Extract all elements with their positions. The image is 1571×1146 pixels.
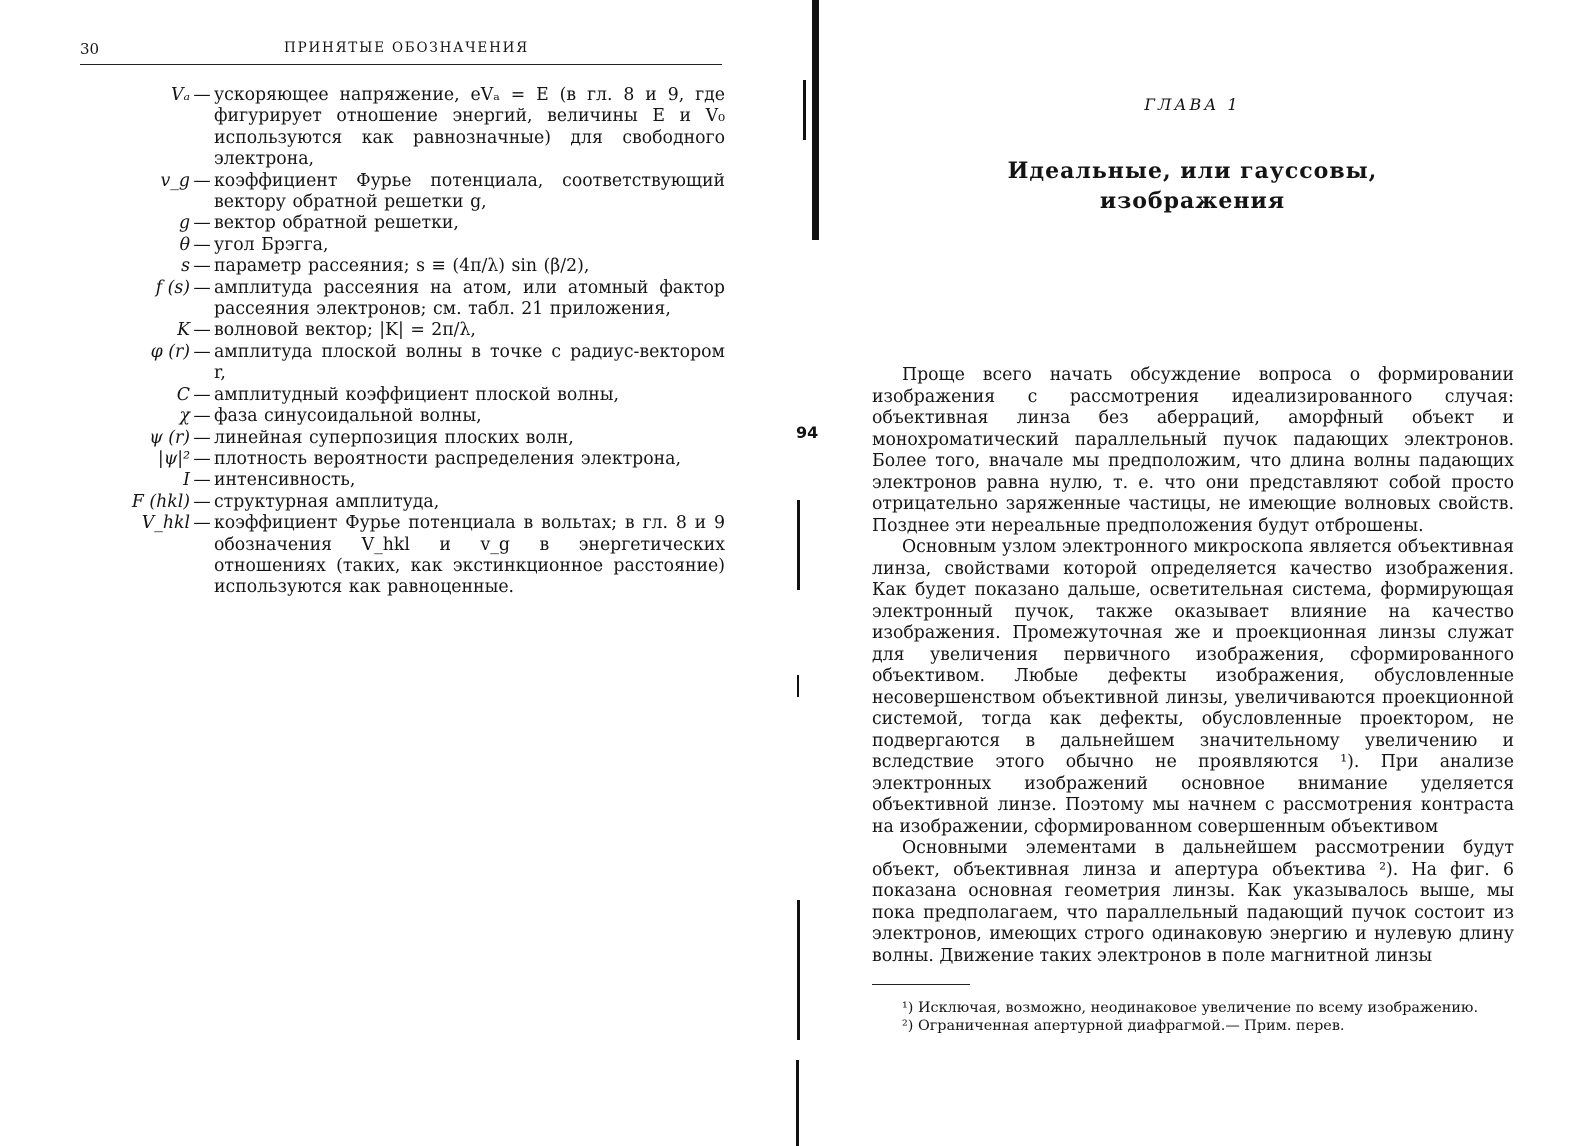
notation-description: плотность вероятности распределения электрона,: [214, 448, 681, 469]
notation-symbol: χ: [179, 406, 190, 427]
right-page: [790, 0, 1571, 1146]
em-dash: —: [193, 256, 211, 277]
notation-description: параметр рассеяния; s ≡ (4π/λ) sin (β/2),: [214, 256, 590, 277]
notation-description: коэффициент Фурье потенциала, соответствующий вектору обратной решетки g,: [214, 170, 725, 213]
notation-entry: [80, 85, 725, 171]
paragraph: Основными элементами в дальнейшем рассмотрении будут объект, объективная линза и апертура объектива ²). На фиг. 6 показана основная геометрия линзы. Как указывалось выше, мы пока предполагаем, что параллельный падающий пучок состоит из электронов, имеющих строго одинаковую энергию и нулевую длину волны. Движение таких электронов в поле магнитной линзы: [872, 838, 1514, 966]
notation-entry: [80, 278, 725, 321]
notation-entry: [80, 342, 725, 385]
notation-entry: [80, 470, 725, 491]
chapter-title: [902, 156, 1483, 216]
em-dash: —: [193, 448, 211, 469]
header-rule: [80, 64, 722, 65]
em-dash: —: [193, 470, 211, 491]
em-dash: —: [193, 341, 211, 362]
body-text: [872, 365, 1514, 967]
paragraph: Проще всего начать обсуждение вопроса о формировании изображения с рассмотрения идеализированного случая: объективная линза без аберраций, аморфный объект и монохроматический параллельный пучок падающих электронов. Более того, вначале мы предположим, что длина волны падающих электронов равна нулю, т. е. что они представляют собой просто отрицательно заряженные частицы, не имеющие волновых свойств. Позднее эти нереальные предположения будут отброшены.: [872, 365, 1514, 536]
notation-description: угол Брэгга,: [214, 234, 329, 255]
chapter-title-line: изображения: [1099, 188, 1286, 214]
em-dash: —: [193, 170, 211, 191]
notation-description: структурная амплитуда,: [214, 491, 440, 512]
notation-symbol: |ψ|²: [157, 448, 190, 469]
em-dash: —: [193, 384, 211, 405]
notation-symbol: K: [177, 320, 190, 341]
gutter-number: 94: [796, 423, 819, 442]
notation-symbol: I: [183, 470, 190, 491]
notation-symbol: g: [178, 213, 190, 234]
paragraph: Основным узлом электронного микроскопа является объективная линза, свойствами которой определяется качество изображения. Как будет показано дальше, осветительная система, формирующая электронный пучок, также оказывает влияние на качество изображения. Промежуточная же и проекционная линзы служат для увеличения первичного изображения, сформированного объективом. Любые дефекты изображения, обусловленные несовершенством объективной линзы, увеличиваются проекционной системой, тогда как дефекты, обусловленные проектором, не подвергаются в дальнейшем значительному увеличению и вследствие этого обычно не проявляются ¹). При анализе электронных изображений основное внимание уделяется объективной линзе. Поэтому мы начнем с рассмотрения контраста на изображении, сформированном совершенным объективом: [872, 537, 1514, 837]
notation-symbol: Vₐ: [171, 85, 190, 105]
notation-description: вектор обратной решетки,: [214, 213, 459, 234]
notation-entry: [80, 171, 725, 214]
page-number: 30: [80, 40, 100, 58]
notation-list: [80, 85, 725, 599]
notation-entry: [80, 385, 725, 406]
em-dash: —: [193, 427, 211, 448]
notation-symbol: ψ (r): [149, 427, 190, 448]
notation-description: коэффициент Фурье потенциала в вольтах; в гл. 8 и 9 обозначения V_hkl и v_g в энергетических отношениях (таких, как экстинкционное расстояние) используются как равноценные.: [214, 513, 725, 598]
notation-symbol: F (hkl): [131, 491, 190, 512]
em-dash: —: [193, 85, 211, 105]
notation-description: линейная суперпозиция плоских волн,: [214, 427, 574, 448]
notation-description: амплитудный коэффициент плоской волны,: [214, 384, 619, 405]
footnote: ¹) Исключая, возможно, неодинаковое увеличение по всему изображению.: [902, 1000, 1479, 1016]
notation-entry: [80, 428, 725, 449]
em-dash: —: [193, 234, 211, 255]
em-dash: —: [193, 406, 211, 427]
notation-entry: [80, 449, 725, 470]
notation-symbol: V_hkl: [141, 513, 190, 534]
notation-symbol: f (s): [155, 277, 190, 298]
notation-symbol: s: [181, 256, 190, 277]
footnote-rule: [872, 984, 970, 985]
notation-symbol: v_g: [160, 170, 190, 191]
notation-description: амплитуда плоской волны в точке с радиус-вектором r,: [214, 341, 725, 384]
footnote: ²) Ограниченная апертурной диафрагмой.— Прим. перев.: [902, 1018, 1345, 1034]
em-dash: —: [193, 513, 211, 534]
running-header: ПРИНЯТЫЕ ОБОЗНАЧЕНИЯ: [284, 40, 529, 56]
notation-symbol: C: [176, 384, 190, 405]
chapter-title-line: Идеальные, или гауссовы,: [1007, 158, 1378, 184]
notation-description: интенсивность,: [214, 470, 356, 491]
notation-entry: [80, 320, 725, 341]
notation-entry: [80, 235, 725, 256]
em-dash: —: [193, 491, 211, 512]
em-dash: —: [193, 213, 211, 234]
chapter-label: ГЛАВА 1: [1144, 95, 1241, 114]
footnotes: [872, 999, 1514, 1035]
notation-entry: [80, 492, 725, 513]
notation-symbol: φ (r): [150, 341, 190, 362]
notation-description: волновой вектор; |K| = 2π/λ,: [214, 320, 476, 341]
em-dash: —: [193, 320, 211, 341]
notation-symbol: θ: [179, 234, 190, 255]
notation-entry: [80, 406, 725, 427]
notation-description: фаза синусоидальной волны,: [214, 406, 482, 427]
em-dash: —: [193, 277, 211, 298]
notation-entry: [80, 513, 725, 599]
notation-description: амплитуда рассеяния на атом, или атомный фактор рассеяния электронов; см. табл. 21 приложения,: [214, 277, 725, 320]
notation-entry: [80, 213, 725, 234]
notation-entry: [80, 256, 725, 277]
notation-description: ускоряющее напряжение, eVₐ = E (в гл. 8 и 9, где фигурирует отношение энергий, величины E и V₀ используются как равнозначные) для свободного электрона,: [214, 85, 725, 170]
